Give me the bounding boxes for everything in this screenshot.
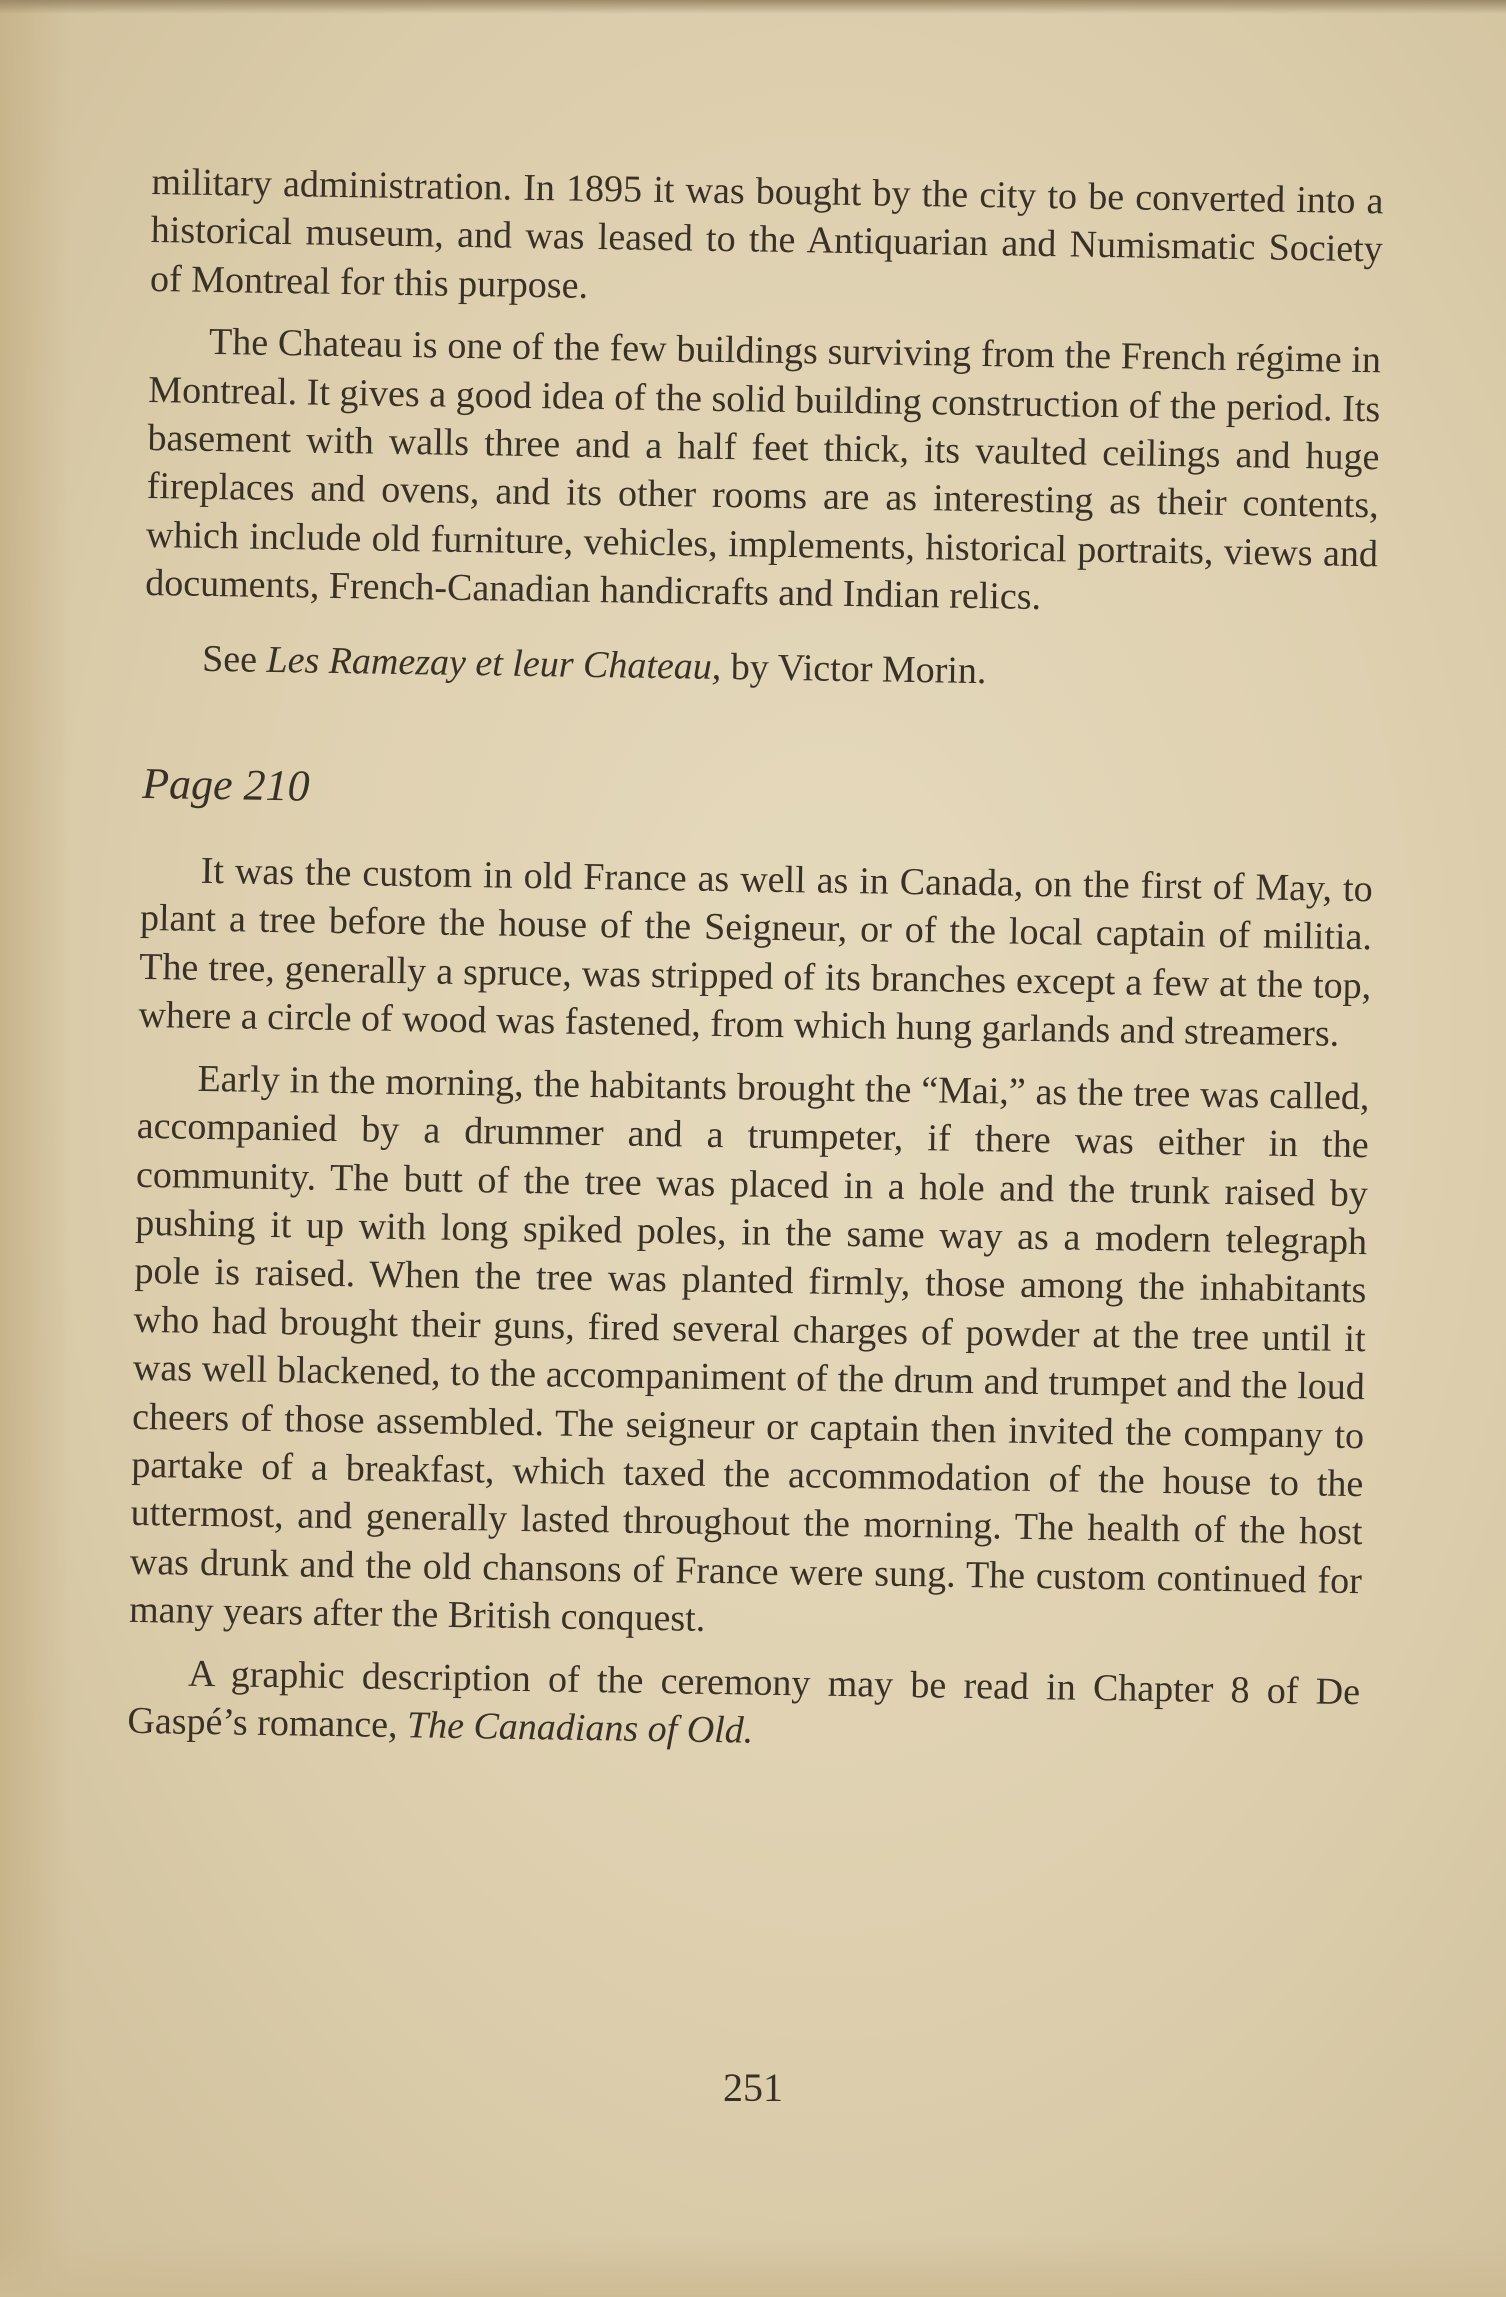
see-suffix: by Victor Morin. (721, 645, 987, 692)
paragraph-graphic-description (127, 1648, 1360, 1764)
see-reference (144, 634, 1377, 702)
paragraph-chateau-description: The Chateau is one of the few buildings surviving from the French régime in Montreal. It gives a good idea of the solid building construction of the period. Its basement with walls three and a half feet thick, its vaulted ceilings and huge fireplaces and ovens, and its other rooms are as interesting as their contents, which include old furniture, vehicles, implements, historical portraits, views and documents, French-Canadian handicrafts and Indian relics. (144, 321, 1382, 619)
page-text (127, 158, 1384, 1765)
section-heading: Page 210 (141, 758, 310, 811)
page-top-edge (0, 0, 1506, 14)
page-gutter-shadow (0, 0, 70, 2297)
romance-title: The Canadians of Old. (406, 1704, 754, 1752)
paragraph-ceremony: Early in the morning, the habitants brought the “Mai,” as the tree was called, accompanied by a drummer and a trumpeter, if there was either in the community. The butt of the tree was placed in a hole and the trunk raised by pushing it up with long spiked poles, in the same way as a modern telegraph pole is raised. When the tree was planted firmly, those among the inhabitants who had brought their guns, fired several charges of powder at the tree until it was well blackened, to the accompaniment of the drum and trumpet and the loud cheers of those assembled. The seigneur or captain then invited the company to partake of a breakfast, which taxed the accommodation of the house to the uttermost, and generally lasted throughout the morning. The health of the host was drunk and the old chansons of France were sung. The custom continued for many years after the British conquest. (128, 1057, 1370, 1641)
graphic-description-text: A graphic description of the ceremony may be read in Chapter 8 of De Gaspé’s romance, (127, 1652, 1361, 1747)
page-bottom-edge (0, 2237, 1506, 2297)
see-book-title: Les Ramezay et leur Chateau, (266, 638, 722, 688)
paragraph-may-custom: It was the custom in old France as well as in Canada, on the first of May, to plant a tree before the house of the Seigneur, or of the local captain of militia. The tree, generally a spruce, was stripped of its branches except a few at the top, where a circle of wood was fastened, from which hung garlands and streamers. (138, 849, 1373, 1056)
see-prefix: See (201, 637, 267, 681)
paragraph-continuation: military administration. In 1895 it was bought by the city to be converted into a historical museum, and was leased to the Antiquarian and Numismatic Society of Montreal for this purpose. (149, 160, 1384, 307)
page-number: 251 (723, 2065, 783, 2110)
